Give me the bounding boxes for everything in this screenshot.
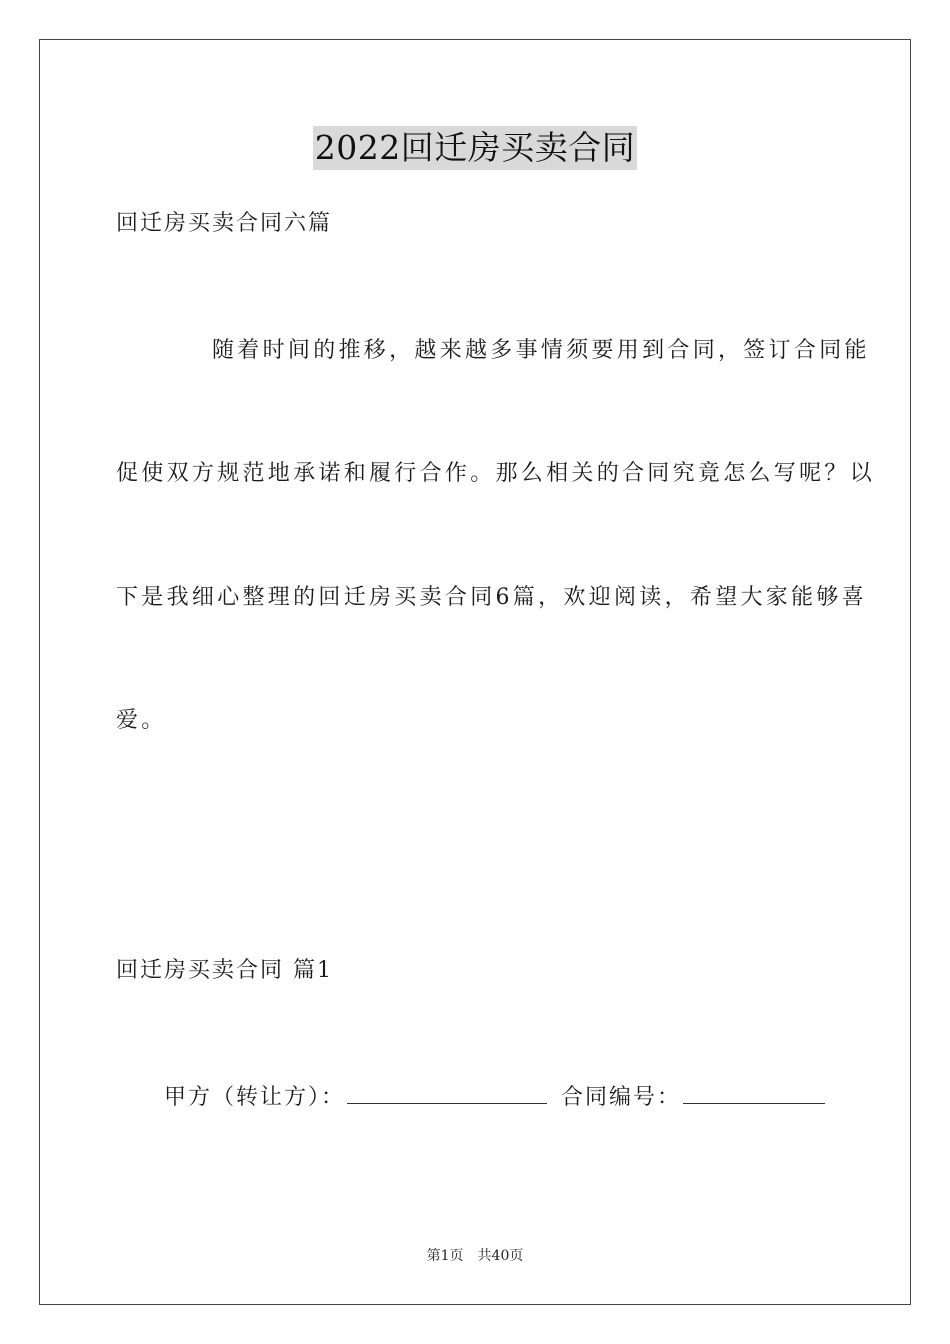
page-total: 共40页: [477, 1248, 524, 1264]
section-heading: 回迁房买卖合同 篇1: [116, 958, 333, 983]
page-footer: [0, 1247, 950, 1265]
contract-number-label: 合同编号：: [561, 1085, 682, 1110]
page-current: 第1页: [426, 1248, 464, 1264]
party-row: [164, 1081, 825, 1113]
intro-line-1: 随着时间的推移，越来越多事情须要用到合同，签订合同能: [212, 338, 870, 363]
document-subtitle: 回迁房买卖合同六篇: [116, 211, 333, 236]
party-a-blank-line: [347, 1081, 547, 1104]
contract-number-blank-line: [683, 1081, 825, 1104]
intro-line-2: 促使双方规范地承诺和履行合作。那么相关的合同究竟怎么写呢？以: [116, 461, 876, 486]
document-title: 2022回迁房买卖合同: [313, 126, 637, 170]
intro-line-3: 下是我细心整理的回迁房买卖合同6篇，欢迎阅读，希望大家能够喜: [116, 585, 867, 610]
intro-line-4: 爱。: [116, 708, 167, 733]
party-a-label: 甲方（转让方）：: [164, 1085, 346, 1110]
title-container: [0, 126, 950, 170]
